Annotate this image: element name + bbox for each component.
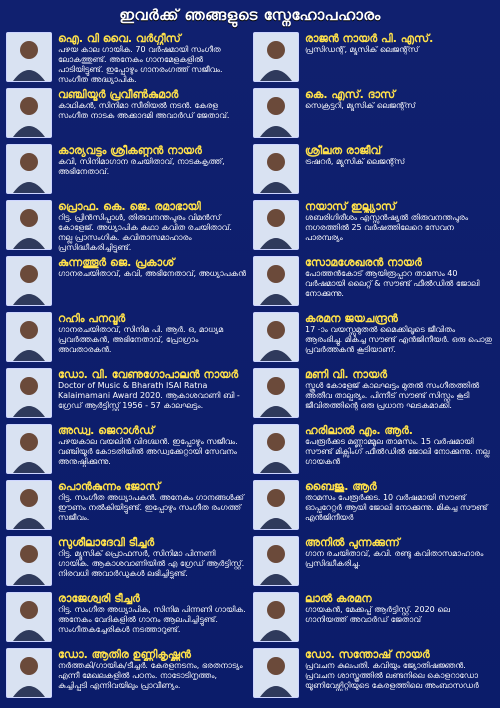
person-description: താമസം പേരൂർക്കട. 10 വർഷമായി സൗണ്ട് ഓപ്പറേറ്റർ ആയി ജോലി നോക്കുന്നു. മികച്ച സൗണ്ട് എൻജിനീയർ	[305, 493, 488, 522]
person-entry	[253, 646, 494, 702]
person-portrait-icon	[7, 425, 51, 473]
person-portrait-icon	[7, 537, 51, 585]
person-entry	[6, 142, 247, 198]
person-photo	[6, 536, 52, 586]
person-text	[58, 424, 247, 467]
person-name: അഡ്വ. ജെറാൾഡ്	[58, 424, 155, 437]
person-portrait-icon	[7, 313, 51, 361]
person-name: ഐ. വി വൈ. വർഗ്ഗീസ്	[58, 32, 181, 45]
person-entry	[253, 590, 494, 646]
person-name: കാര്യവട്ടം ശ്രീകണ്ഠൻ നായർ	[58, 144, 202, 157]
person-text	[305, 144, 405, 167]
person-description: റിട്ട. പ്രിൻസിപ്പാൾ, തിരുവനന്തപുരം വിമൻസ് കോളേജ്. അധ്യാപിക കഥാ കവിത രചയിതാവ്. നല്ല പ്രാസംഗിക. കവിതാസമാഹാരം പ്രസിദ്ധീകരിച്ചിട്ടുണ്ട്.	[58, 213, 232, 252]
person-entry	[6, 590, 247, 646]
person-description: പ്രസിഡന്റ്, മ്യൂസിക് ലെജന്റ്സ്	[305, 45, 419, 54]
person-entry	[253, 198, 494, 254]
person-name: സുശീലാദേവി ടീച്ചർ	[58, 536, 155, 549]
person-text	[58, 592, 247, 635]
person-text	[58, 256, 246, 279]
person-name: ബൈജു. ആർ	[305, 480, 377, 493]
person-name: ഡോ. വി. വേണുഗോപാലൻ നായർ	[58, 368, 239, 381]
person-entry	[253, 310, 494, 366]
right-column	[253, 30, 494, 702]
person-name: സോമശേഖരൻ നായർ	[305, 256, 422, 269]
person-name: ശ്രീലത രാജീവ്	[305, 144, 382, 157]
person-text	[305, 256, 494, 299]
person-name: നയാസ് ഇല്ല്യാസ്	[305, 200, 396, 213]
person-description: ഗാനരചയിതാവ്, സിനിമ പി. ആർ. ഒ, മാധ്യമ പ്രവർത്തകൻ, അഭിനേതാവ്, പ്രോഗ്രാം അവതാരകൻ.	[58, 325, 224, 354]
person-portrait-icon	[7, 593, 51, 641]
person-photo	[253, 424, 299, 474]
person-entry	[6, 198, 247, 254]
person-text	[305, 312, 494, 355]
person-text	[58, 32, 247, 85]
person-name: റഹിം പനവൂർ	[58, 312, 126, 325]
person-text	[305, 200, 494, 243]
person-text	[305, 536, 494, 569]
person-name: മണി വി. നായർ	[305, 368, 388, 381]
person-text	[305, 480, 494, 523]
person-text	[305, 592, 494, 625]
left-column	[6, 30, 247, 702]
person-description: ഗായകൻ, മേക്കപ്പ് ആർട്ടിസ്റ്റ്. 2020 ലെ ഗാനിയത്ത് അവാർഡ് ജേതാവ്	[305, 605, 450, 624]
person-entry	[6, 30, 247, 86]
person-description: പോത്തൻകോട് ആയിരൂപ്പാറ താമസം 40 വർഷമായി ലൈറ്റ് & സൗണ്ട് ഫീൽഡിൽ ജോലി നോക്കുന്നു.	[305, 269, 480, 298]
person-name: ലാൽ കരമന	[305, 592, 372, 605]
person-portrait-icon	[254, 33, 298, 81]
person-entry	[6, 646, 247, 702]
person-entry	[253, 422, 494, 478]
person-name: രാജേശ്വരി ടീച്ചർ	[58, 592, 140, 605]
person-portrait-icon	[7, 481, 51, 529]
person-name: പൊൻകുന്നം ജോസ്	[58, 480, 161, 493]
person-portrait-icon	[254, 257, 298, 305]
person-description: ശബരിഗിരീശം എസ്സൻഷ്യൽ തിരുവനന്തപുരം നഗരത്തിൽ 25 വർഷത്തിലേറെ സേവന പാരമ്പര്യം	[305, 213, 469, 242]
person-text	[305, 88, 416, 111]
person-description: കവി, സിനിമാഗാന രചയിതാവ്, നാടകകൃത്ത്, അഭിനേതാവ്.	[58, 157, 225, 176]
person-name: അനിൽ പുന്നക്കുന്ന്	[305, 536, 400, 549]
person-photo	[6, 88, 52, 138]
person-portrait-icon	[254, 649, 298, 697]
person-description: പഴയകാല വയലിൻ വിദഗ്ദ്ധൻ. ഇപ്പോഴും സജീവം. വഞ്ചിയൂർ കോടതിയിൽ അഡ്വക്കേറ്റായി സേവനം അനുഷ്ഠിക്കുന്നു.	[58, 437, 238, 466]
person-name: ഡോ. സന്തോഷ് നായർ	[305, 648, 430, 661]
person-name: ഹരിലാൽ എം. ആർ.	[305, 424, 413, 437]
person-photo	[6, 144, 52, 194]
person-entry	[253, 86, 494, 142]
person-entry	[6, 422, 247, 478]
person-name: രാജൻ നായർ പി. എസ്.	[305, 32, 434, 45]
person-description: പ്രവചന കുലപതി. കവിയും ജ്യോതിഷജ്ഞൻ. പ്രവചന ശാസ്ത്രത്തിൽ ലണ്ടനിലെ കൊളറാഡോ യൂണിവേഴ്സിറ്റിയുടെ കേരളത്തിലെ അംബാസഡർ	[305, 661, 479, 690]
person-description: റിട്ട. മ്യൂസിക് പ്രൊഫസർ, സിനിമാ പിന്നണി ഗായിക. ആകാശവാണിയിൽ എ ഗ്രേഡ് ആർട്ടിസ്റ്റ്. നിരവധി അവാർഡുകൾ ലഭിച്ചിട്ടുണ്ട്.	[58, 549, 245, 578]
person-photo	[253, 592, 299, 642]
person-description: സെക്രട്ടറി, മ്യൂസിക് ലെജന്റ്സ്	[305, 101, 416, 110]
person-portrait-icon	[254, 145, 298, 193]
person-entry	[6, 478, 247, 534]
person-photo	[253, 32, 299, 82]
person-portrait-icon	[7, 33, 51, 81]
person-description: പഴയ കാല ഗായിക. 70 വർഷമായി സംഗീത ലോകത്തുണ്ട്. അനേകം ഗാനമേളകളിൽ പാടിയിട്ടുണ്ട്. ഇപ്പോഴും ഗാനരംഗത്ത് സജീവം. സംഗീത അദ്ധ്യാപിക.	[58, 45, 223, 84]
person-name: കരമന ജയചന്ദ്രൻ	[305, 312, 398, 325]
person-entry	[253, 142, 494, 198]
person-portrait-icon	[254, 481, 298, 529]
person-portrait-icon	[254, 89, 298, 137]
person-photo	[253, 144, 299, 194]
person-entry	[253, 534, 494, 590]
person-description: ഗാന രചയിതാവ്, കവി. രണ്ടു കവിതാസമാഹാരം പ്രസിദ്ധീകരിച്ചു.	[305, 549, 484, 568]
person-description: റിട്ട. സംഗീത അധ്യാപിക, സിനിമ പിന്നണി ഗായിക. അനേകം വേദികളിൽ ഗാനം ആലപിച്ചിട്ടുണ്ട്. സംഗീതകച്ചേരികൾ നടത്താറുണ്ട്.	[58, 605, 246, 634]
person-photo	[253, 536, 299, 586]
person-text	[58, 144, 247, 177]
person-portrait-icon	[7, 649, 51, 697]
person-photo	[253, 480, 299, 530]
person-name: കുന്നത്തൂർ ജെ. പ്രകാശ്	[58, 256, 175, 269]
person-portrait-icon	[7, 89, 51, 137]
person-description: ട്രഷറർ, മ്യൂസിക് ലെജന്റ്സ്	[305, 157, 406, 166]
person-portrait-icon	[254, 369, 298, 417]
person-entry	[6, 310, 247, 366]
person-description: നർത്തകി/ഗായിക/ടീച്ചർ. കേരളനടനം, ഭരതനാട്യം എന്നീ മേഖലകളിൽ പഠനം. നാടോടിനൃത്തം, കുച്ചിപ്പുടി എന്നിവയിലും പ്രാവീണ്യം.	[58, 661, 243, 690]
person-photo	[6, 368, 52, 418]
person-description: റിട്ട. സംഗീത അധ്യാപകൻ. അനേകം ഗാനങ്ങൾക്ക് ഈണം നൽകിയിട്ടുണ്ട്. ഇപ്പോഴും സംഗീത രംഗത്ത് സജീവം.	[58, 493, 244, 522]
person-portrait-icon	[254, 593, 298, 641]
person-photo	[253, 312, 299, 362]
person-name: പ്രൊഫ. കെ. ജെ. രമാഭായി	[58, 200, 201, 213]
person-name: കെ. എസ്. ദാസ്	[305, 88, 396, 101]
person-text	[58, 88, 247, 121]
people-grid	[6, 30, 494, 702]
person-text	[58, 200, 247, 253]
person-entry	[253, 366, 494, 422]
person-photo	[6, 32, 52, 82]
person-description: പേരൂർക്കട മണ്ണാമ്മൂല താമസം. 15 വർഷമായി സൗണ്ട് മിക്സിംഗ് ഫീൽഡിൽ ജോലി നോക്കുന്നു. നല്ല ഗായകൻ	[305, 437, 490, 466]
person-text	[305, 424, 494, 467]
person-text	[305, 648, 494, 691]
person-portrait-icon	[7, 369, 51, 417]
person-portrait-icon	[7, 257, 51, 305]
person-entry	[6, 534, 247, 590]
person-text	[58, 480, 247, 523]
person-photo	[6, 648, 52, 698]
person-portrait-icon	[254, 313, 298, 361]
person-entry	[253, 254, 494, 310]
person-portrait-icon	[7, 145, 51, 193]
person-portrait-icon	[254, 201, 298, 249]
person-entry	[6, 254, 247, 310]
person-text	[305, 368, 494, 411]
person-name: വഞ്ചിയൂർ പ്രവീൺകുമാർ	[58, 88, 179, 101]
person-entry	[253, 30, 494, 86]
person-photo	[6, 424, 52, 474]
person-description: ഗാനരചയിതാവ്, കവി, അഭിനേതാവ്, അധ്യാപകൻ	[58, 269, 247, 278]
person-photo	[253, 200, 299, 250]
poster-title: ഇവർക്ക് ഞങ്ങളുടെ സ്നേഹോപഹാരം	[119, 6, 381, 24]
person-portrait-icon	[254, 425, 298, 473]
person-photo	[253, 256, 299, 306]
person-photo	[6, 592, 52, 642]
person-entry	[253, 478, 494, 534]
person-photo	[253, 368, 299, 418]
person-text	[305, 32, 433, 55]
person-photo	[253, 648, 299, 698]
person-portrait-icon	[7, 201, 51, 249]
person-photo	[253, 88, 299, 138]
person-photo	[6, 312, 52, 362]
person-description: കാഥികൻ, സിനിമാ സീരിയൽ നടൻ. കേരള സംഗീത നാടക അക്കാദമി അവാർഡ് ജേതാവ്.	[58, 101, 230, 120]
person-name: ഡോ. ആതിര ഉണ്ണികൃഷ്ണൻ	[58, 648, 191, 661]
person-description: സ്കൂൾ കോളേജ് കാലഘട്ടം മുതൽ സംഗീതത്തിൽ അതീവ താല്പര്യം. പിന്നീട് സൗണ്ട് സിസ്റ്റം കൂടി ജീവിതത്തിന്റെ ഒരു പ്രധാന ഘടകമാക്കി.	[305, 381, 480, 410]
person-photo	[6, 200, 52, 250]
person-portrait-icon	[254, 537, 298, 585]
person-description: 17 -ാം വയസ്സുമുതൽ മൈക്കിലൂടെ ജീവിതം ആരംഭിച്ചു. മികച്ച സൗണ്ട് എൻജിനീയർ. ഒരു പൊതു പ്രവർത്തകൻ കൂടിയാണ്.	[305, 325, 492, 354]
person-text	[58, 536, 247, 579]
person-text	[58, 368, 247, 411]
person-photo	[6, 256, 52, 306]
person-text	[58, 648, 247, 691]
person-photo	[6, 480, 52, 530]
person-entry	[6, 86, 247, 142]
person-text	[58, 312, 247, 355]
person-entry	[6, 366, 247, 422]
person-description: Doctor of Music & Bharath ISAI Ratna Kalaimamani Award 2020. ആകാശവാണി ബി - ഗ്രേഡ് ആർട്ടിസ്റ്റ് 1956 - 57 കാലഘട്ടം.	[58, 381, 240, 410]
